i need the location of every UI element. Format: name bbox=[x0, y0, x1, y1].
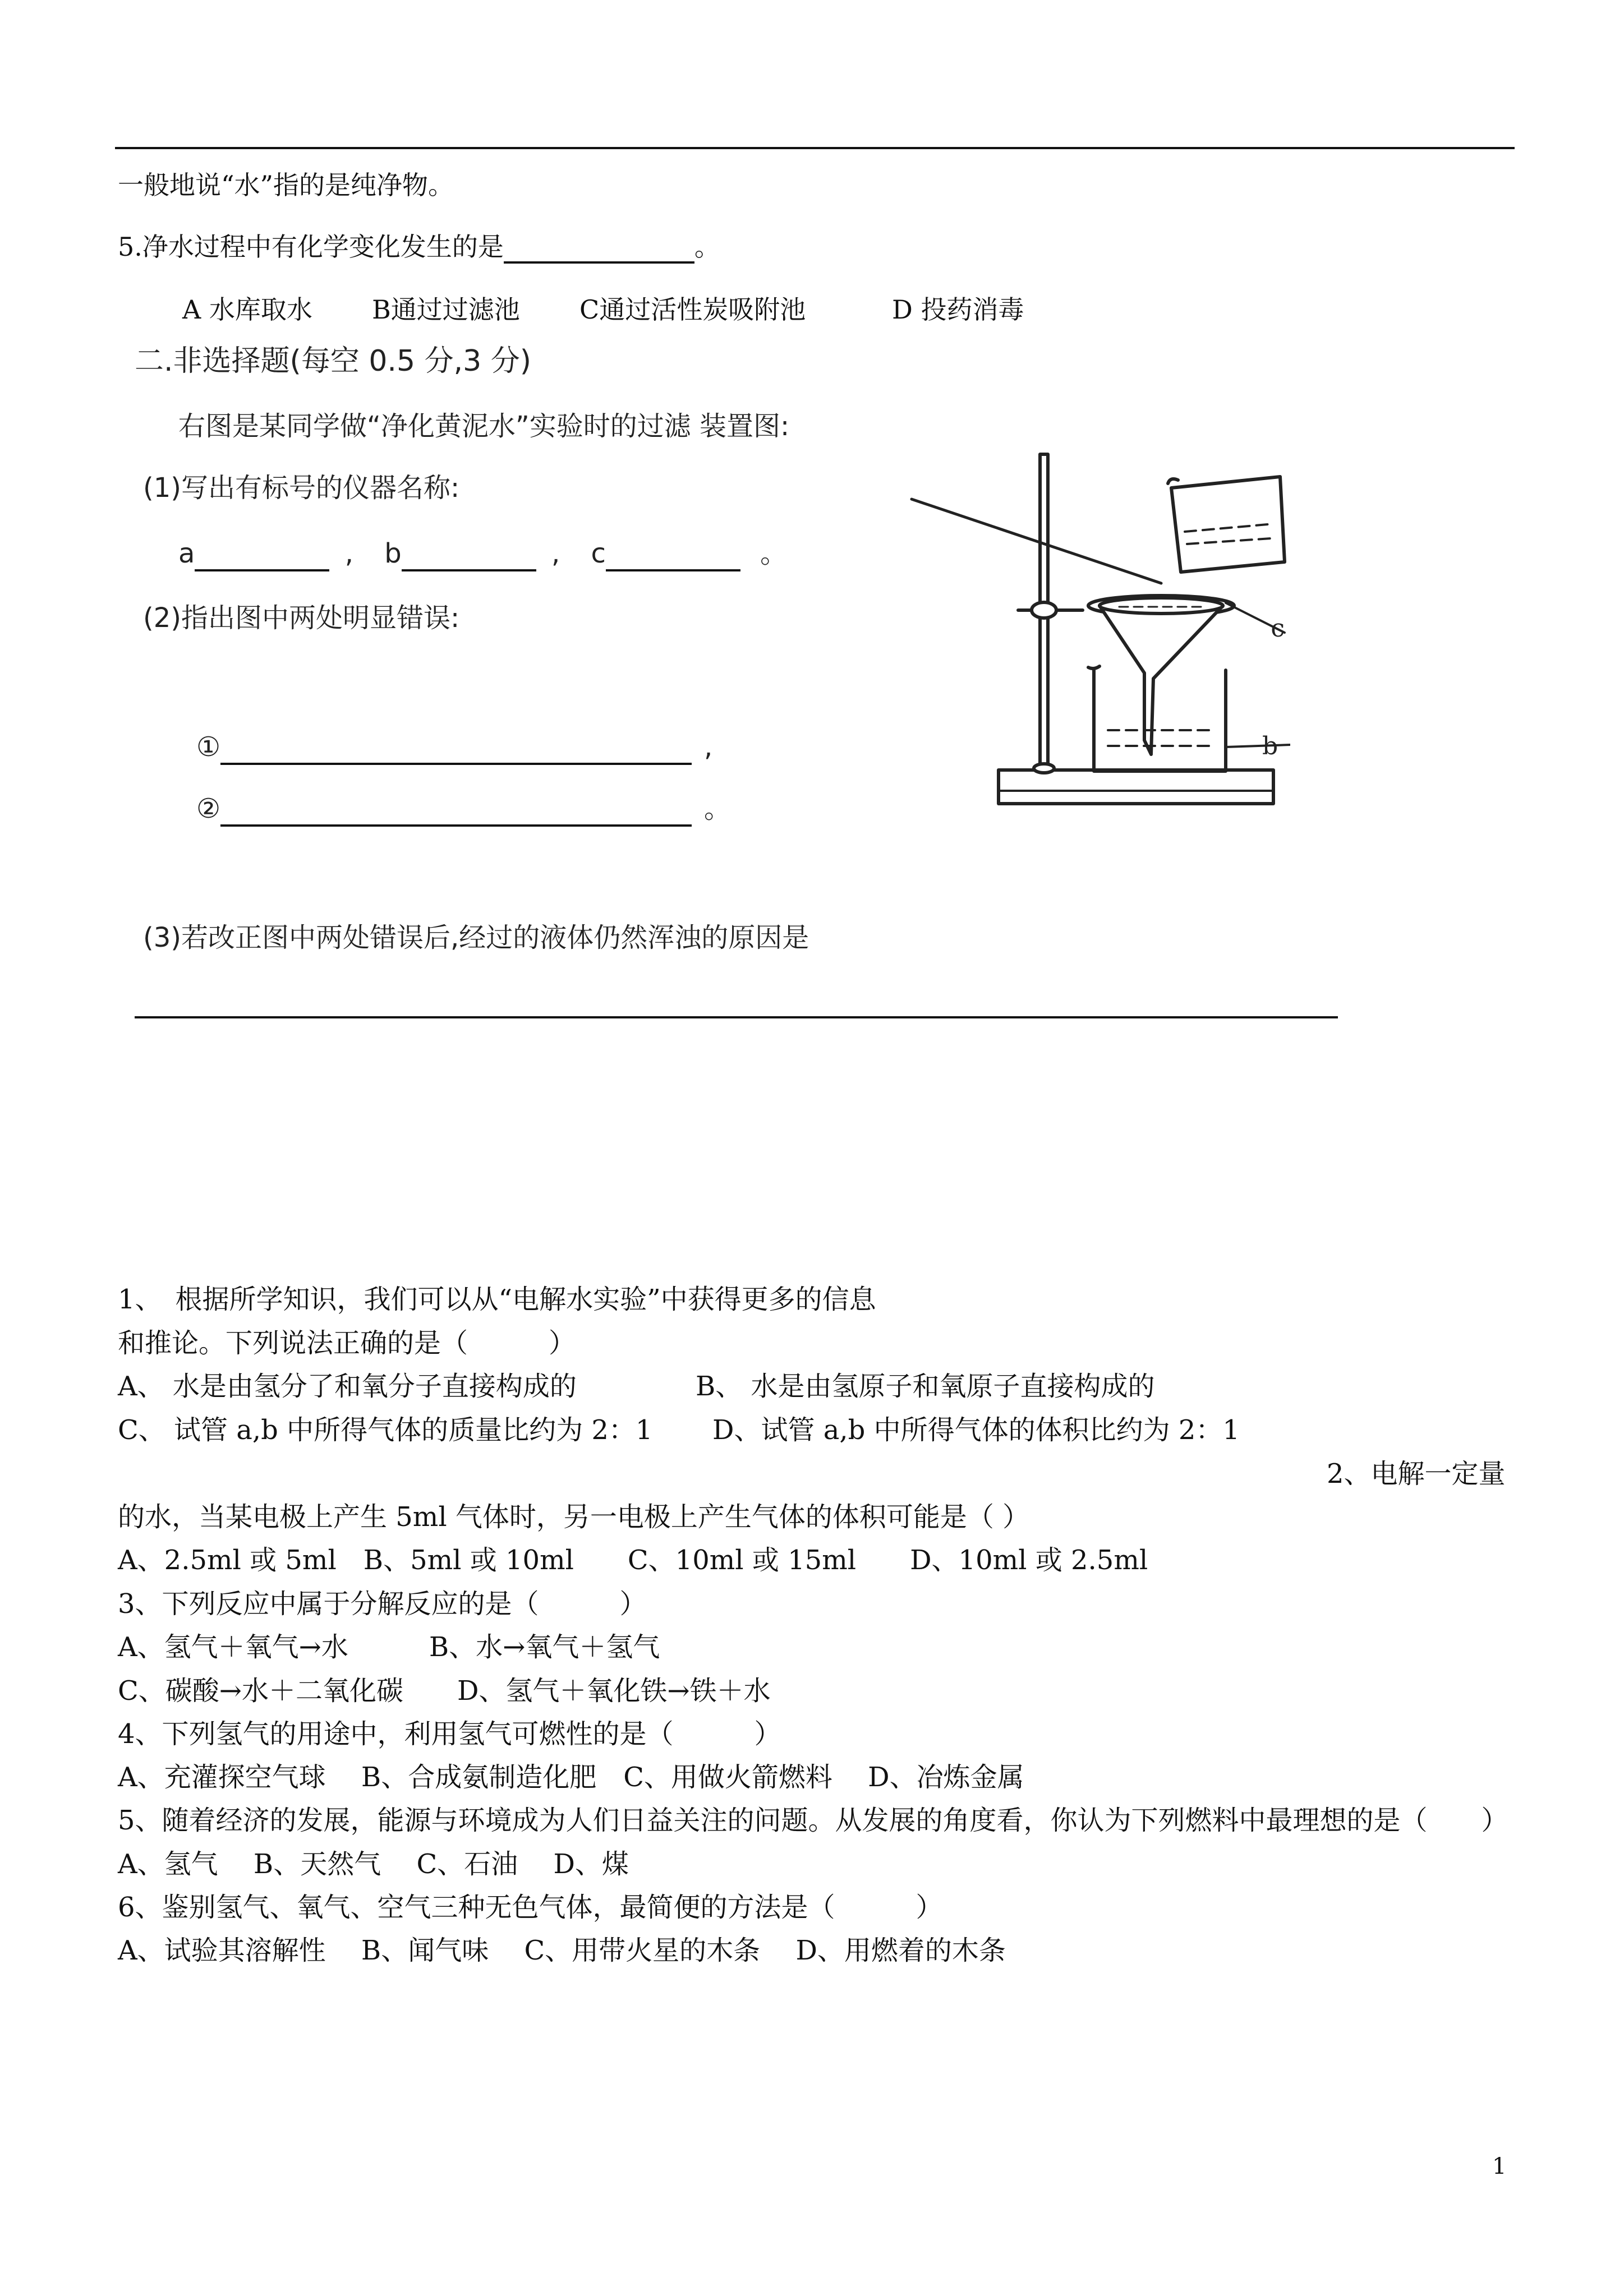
q5-answer-blank[interactable] bbox=[504, 233, 694, 264]
iron-stand-base bbox=[999, 770, 1273, 804]
error-row-1: ① , bbox=[196, 729, 712, 765]
q2-options: A、2.5ml 或 5ml B、5ml 或 10ml C、10ml 或 15ml D、10ml 或 2.5ml bbox=[118, 1545, 1148, 1576]
section2-p1: (1)写出有标号的仪器名称: bbox=[143, 472, 460, 504]
blank-row-abc: a , b , c 。 bbox=[178, 536, 787, 571]
q3-options-cd: C、碳酸→水＋二氧化碳 D、氢气＋氧化铁→铁＋水 bbox=[118, 1675, 771, 1707]
q6-options: A、试验其溶解性 B、闻气味 C、用带火星的木条 D、用燃着的木条 bbox=[118, 1935, 1006, 1966]
q1-line2: 和推论。下列说法正确的是（ ） bbox=[118, 1327, 576, 1359]
label-b: b bbox=[1262, 732, 1278, 760]
q5-stem: 5.净水过程中有化学变化发生的是 bbox=[118, 232, 504, 262]
error-blank-2[interactable] bbox=[220, 795, 692, 827]
blank-a[interactable] bbox=[195, 541, 329, 571]
q4-stem: 4、下列氢气的用途中，利用氢气可燃性的是（ ） bbox=[118, 1718, 781, 1750]
glass-rod bbox=[912, 499, 1161, 583]
intro-line: 一般地说“水”指的是纯净物。 bbox=[118, 170, 454, 200]
q5-stem-lower: 5、随着经济的发展，能源与环境成为人们日益关注的问题。从发展的角度看，你认为下列燃料中最理想的是（ ） bbox=[118, 1805, 1508, 1836]
q1-line1: 1、 根据所学知识，我们可以从“电解水实验”中获得更多的信息 bbox=[118, 1284, 876, 1315]
q3-stem: 3、下列反应中属于分解反应的是（ ） bbox=[118, 1588, 647, 1620]
q5-option-d: D 投药消毒 bbox=[892, 294, 1024, 325]
filtration-apparatus-figure bbox=[898, 443, 1290, 824]
q1-option-d: D、试管 a,b 中所得气体的体积比约为 2：1 bbox=[712, 1414, 1240, 1446]
beaker-b bbox=[1094, 670, 1226, 771]
q1-option-a: A、 水是由氢分了和氧分子直接构成的 bbox=[118, 1371, 577, 1402]
p3-answer-line[interactable] bbox=[135, 1016, 1338, 1018]
q5-end: 。 bbox=[694, 232, 720, 262]
q1-option-c: C、 试管 a,b 中所得气体的质量比约为 2：1 bbox=[118, 1414, 653, 1446]
q6-stem: 6、鉴别氢气、氧气、空气三种无色气体，最简便的方法是（ ） bbox=[118, 1892, 943, 1923]
q2-line2: 的水，当某电极上产生 5ml 气体时，另一电极上产生气体的体积可能是（ ） bbox=[118, 1501, 1030, 1533]
q5-option-c: C通过活性炭吸附池 bbox=[579, 294, 806, 325]
label-c: c bbox=[1271, 614, 1285, 643]
top-rule bbox=[115, 147, 1515, 149]
section2-p2: (2)指出图中两处明显错误: bbox=[143, 602, 460, 634]
blank-b[interactable] bbox=[402, 541, 536, 571]
page-number: 1 bbox=[1492, 2154, 1507, 2179]
q5-options-lower: A、氢气 B、天然气 C、石油 D、煤 bbox=[118, 1848, 629, 1880]
q5-stem-line bbox=[118, 230, 720, 264]
section2-heading: 二.非选择题(每空 0.5 分,3 分) bbox=[135, 344, 532, 378]
section2-p3: (3)若改正图中两处错误后,经过的液体仍然浑浊的原因是 bbox=[143, 922, 809, 953]
q5-option-b: B通过过滤池 bbox=[372, 294, 520, 325]
section2-intro: 右图是某同学做“净化黄泥水”实验时的过滤 装置图: bbox=[178, 411, 790, 442]
q1-option-b: B、 水是由氢原子和氧原子直接构成的 bbox=[696, 1371, 1155, 1402]
q4-options: A、充灌探空气球 B、合成氨制造化肥 C、用做火箭燃料 D、冶炼金属 bbox=[118, 1762, 1024, 1793]
error-blank-1[interactable] bbox=[220, 734, 692, 765]
q5-option-a: A 水库取水 bbox=[182, 294, 312, 325]
blank-c[interactable] bbox=[606, 541, 740, 571]
error-row-2: ② 。 bbox=[196, 791, 731, 827]
q2-line1: 2、电解一定量 bbox=[1327, 1458, 1506, 1490]
funnel bbox=[1099, 606, 1223, 754]
q3-options-ab: A、氢气＋氧气→水 B、水→氧气＋氢气 bbox=[118, 1631, 660, 1663]
